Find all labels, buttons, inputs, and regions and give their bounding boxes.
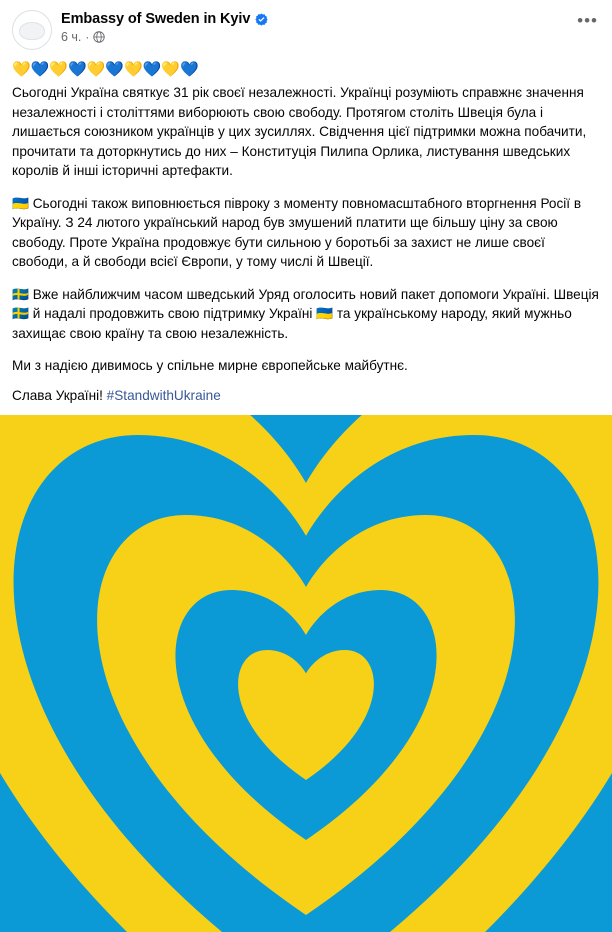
post-header (0, 0, 612, 56)
post-closing-line (12, 386, 600, 406)
post-paragraph: 🇺🇦 Сьогодні також виповнюється півроку з моменту повномасштабного вторгнення Росії в Україну. З 24 лютого український народ був змушений платити ще більшу ціну за свою свободу. Проте Україна продовжує бути сильною у боротьбі за захист не лише своєї свободи, а й свободи всієї Європи, у тому числі й Швеції. (12, 195, 582, 269)
heart-rings-graphic (0, 415, 612, 932)
globe-icon[interactable] (93, 31, 105, 43)
post-header-text (61, 10, 600, 44)
post-paragraph: Сьогодні Україна святкує 31 рік своєї незалежності. Українці розуміють справжнє значення незалежності і століттями виборюють свою свободу. Протягом століть Швеція була і лишається союзником українців у цих зусиллях. Свідчення цієї підтримки можна побачити, прочитати та доторкнутись до них – Конституція Пилипа Орлика, листування шведських королів й інші історичні артефакти. (12, 85, 587, 178)
more-options-icon[interactable]: ••• (577, 11, 598, 30)
post-paragraph: Ми з надією дивимось у спільне мирне європейське майбутнє. (12, 358, 408, 373)
avatar-image (19, 22, 45, 40)
post-timestamp[interactable]: 6 ч. (61, 30, 82, 44)
ukraine-heart-rings-image[interactable] (0, 415, 612, 932)
closing-text: Слава Україні! (12, 387, 107, 403)
meta-separator: · (85, 30, 90, 44)
page-name-row (61, 11, 600, 28)
emoji-row: 💛💙💛💙💛💙💛💙💛💙 (12, 61, 199, 78)
post-paragraph: 🇸🇪 Вже найближчим часом шведський Уряд оголосить новий пакет допомоги Україні. Швеція 🇸🇪 й надалі продовжить свою підтримку Україні 🇺🇦 та українському народу, який мужньо захищає свою країну та свою незалежність. (12, 286, 599, 341)
avatar[interactable] (12, 10, 52, 50)
page-name[interactable]: Embassy of Sweden in Kyiv (61, 11, 251, 27)
verified-badge-icon (255, 13, 268, 26)
post-meta (61, 30, 600, 44)
hashtag-link[interactable]: #StandwithUkraine (106, 387, 221, 403)
post-text (0, 56, 612, 415)
